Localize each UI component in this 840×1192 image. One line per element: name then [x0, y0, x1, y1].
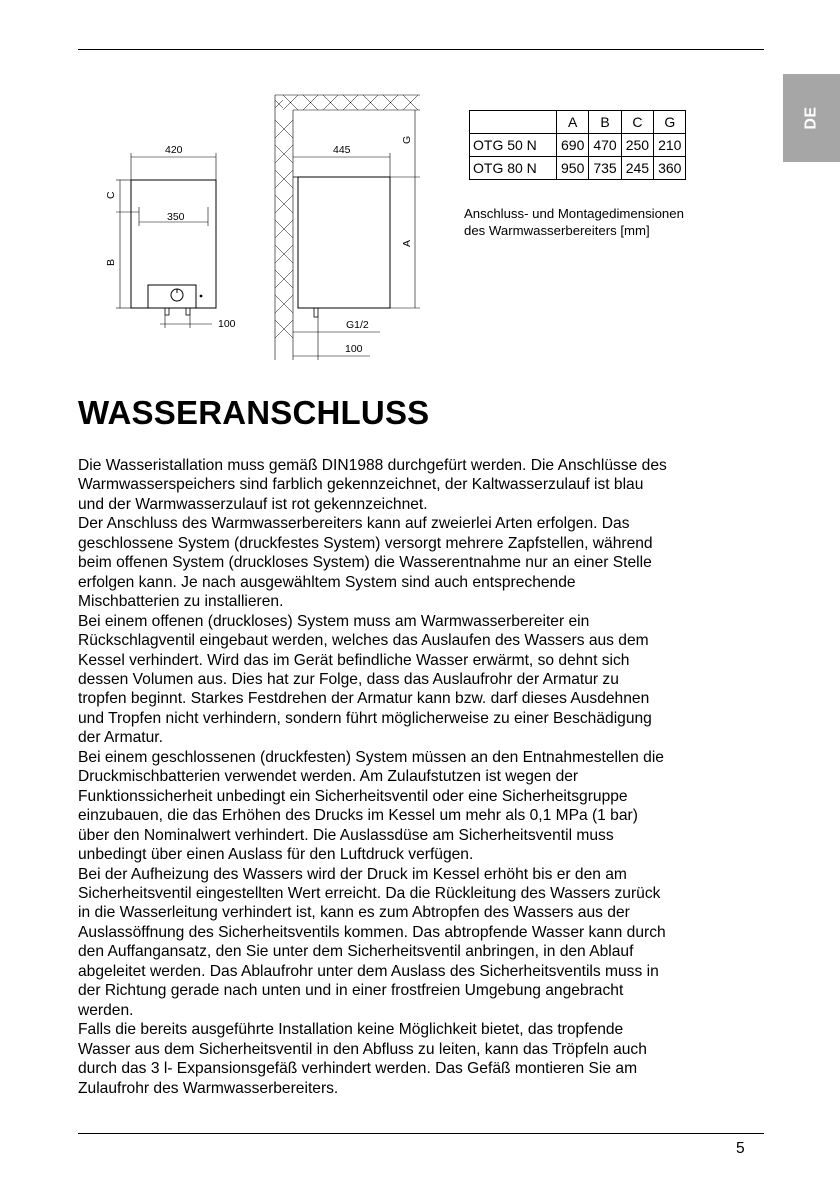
table-cell: 735: [589, 157, 621, 180]
table-cell: 470: [589, 134, 621, 157]
body-text: [78, 456, 768, 1098]
side-offset-label: 100: [345, 343, 363, 355]
front-inner-width-label: 350: [167, 211, 185, 223]
body-line: Falls die bereits ausgeführte Installation keine Möglichkeit bietet, das tropfende: [78, 1021, 624, 1039]
body-line: einzubauen, die das Erhöhen des Drucks im Kessel um mehr als 0,1 MPa (1 bar): [78, 807, 638, 825]
body-line: beim offenen System (druckloses System) die Wasserentnahme nur an einer Stelle: [78, 554, 652, 572]
body-line: abgeleitet werden. Das Ablaufrohr unter dem Auslass des Sicherheitsventils muss in: [78, 962, 659, 980]
body-line: Bei einem offenen (druckloses) System muss am Warmwasserbereiter ein: [78, 612, 590, 630]
body-line: Zulaufrohr des Warmwasserbereiters.: [78, 1079, 339, 1097]
figure-caption: [464, 205, 774, 239]
table-header-cell: A: [557, 111, 589, 134]
body-line: und der Warmwasserzulauf ist rot gekennzeichnet.: [78, 495, 428, 513]
body-line: Der Anschluss des Warmwasserbereiters kann auf zweierlei Arten erfolgen. Das: [78, 515, 630, 533]
dimensions-table: [469, 110, 686, 180]
caption-line: Anschluss- und Montagedimensionen: [464, 206, 684, 221]
body-line: Warmwasserspeichers sind farblich gekennzeichnet, der Kaltwasserzulauf ist blau: [78, 476, 644, 494]
table-cell: 210: [654, 134, 686, 157]
front-dim-b-label: B: [105, 258, 117, 266]
body-line: Bei der Aufheizung des Wassers wird der Druck im Kessel erhöht bis er den am: [78, 865, 627, 883]
side-pipe-label: G1/2: [346, 319, 369, 331]
body-line: durch das 3 l- Expansionsgefäß verhindert werden. Das Gefäß montieren Sie am: [78, 1060, 638, 1078]
table-header-cell: B: [589, 111, 621, 134]
body-line: der Richtung gerade nach unten und in einer frostfreien Umgebung angebracht: [78, 982, 624, 1000]
front-view-drawing: [116, 153, 216, 328]
wall-hatching: [275, 95, 418, 338]
table-cell-model: OTG 80 N: [470, 157, 557, 180]
front-width-label: 420: [165, 144, 183, 156]
table-header-cell: C: [621, 111, 653, 134]
body-line: Sicherheitsventil eingestellten Wert erreicht. Da die Rückleitung des Wassers zurück: [78, 884, 661, 902]
table-cell: 245: [621, 157, 653, 180]
front-offset-label: 100: [218, 318, 236, 330]
section-heading: WASSERANSCHLUSS: [78, 394, 430, 431]
table-cell: 950: [557, 157, 589, 180]
body-line: in die Wasserleitung verhindert ist, kann es zum Abtropfen des Wassers aus der: [78, 904, 630, 922]
body-line: Rückschlagventil eingebaut werden, welches das Auslaufen des Wassers aus dem: [78, 632, 649, 650]
body-line: dessen Volumen aus. Dies hat zur Folge, dass das Auslaufrohr der Armatur zu: [78, 670, 619, 688]
body-line: über den Nominalwert verhindert. Die Auslassdüse am Sicherheitsventil muss: [78, 826, 614, 844]
body-line: und Tropfen nicht verhindern, sondern führt möglicherweise zu einer Beschädigung: [78, 709, 652, 727]
body-line: geschlossene System (druckfestes System) versorgt mehrere Zapfstellen, während: [78, 534, 653, 552]
table-cell: 360: [654, 157, 686, 180]
body-line: Funktionssicherheit unbedingt ein Sicherheitsventil oder eine Sicherheitsgruppe: [78, 787, 628, 805]
body-line: unbedingt über einen Auslass für den Luftdruck verfügen.: [78, 846, 474, 864]
body-line: Wasser aus dem Sicherheitsventil in den Abfluss zu leiten, kann das Tröpfeln auch: [78, 1040, 647, 1058]
table-cell: 250: [621, 134, 653, 157]
table-header-cell: G: [654, 111, 686, 134]
table-row: [470, 134, 686, 157]
side-width-label: 445: [333, 144, 351, 156]
table-header-cell: [470, 111, 557, 134]
body-line: erfolgen kann. Je nach ausgewähltem System sind auch entsprechende: [78, 573, 576, 591]
body-line: der Armatur.: [78, 729, 163, 747]
table-header-row: [470, 111, 686, 134]
table-cell: 690: [557, 134, 589, 157]
body-line: den Auffangansatz, den Sie unter dem Sicherheitsventil anbringen, in den Ablauf: [78, 943, 634, 961]
dimension-figure: [0, 0, 840, 380]
side-dim-a-label: A: [401, 239, 413, 247]
language-tab-label: DE: [802, 106, 820, 130]
body-line: Auslassöffnung des Sicherheitsventils kommen. Das abtropfende Wasser kann durch: [78, 923, 666, 941]
page-number: 5: [736, 1140, 745, 1157]
body-line: Kessel verhindert. Wird das im Gerät befindliche Wasser erwärmt, so dehnt sich: [78, 651, 630, 669]
footer-rule: [78, 1133, 764, 1134]
body-line: Druckmischbatterien verwendet werden. Am Zulaufstutzen ist wegen der: [78, 768, 579, 786]
side-dim-g-label: G: [401, 135, 413, 144]
body-line: tropfen beginnt. Starkes Festdrehen der Armatur kann bzw. darf dieses Ausdehnen: [78, 690, 650, 708]
caption-line: des Warmwasserbereiters [mm]: [464, 223, 650, 238]
body-line: Mischbatterien zu installieren.: [78, 593, 284, 611]
front-dim-c-label: C: [105, 191, 117, 199]
body-line: Die Wasseristallation muss gemäß DIN1988 durchgefürt werden. Die Anschlüsse des: [78, 457, 667, 474]
table-cell-model: OTG 50 N: [470, 134, 557, 157]
body-line: Bei einem geschlossenen (druckfesten) System müssen an den Entnahmestellen die: [78, 748, 664, 766]
table-row: [470, 157, 686, 180]
body-line: werden.: [78, 1001, 134, 1019]
